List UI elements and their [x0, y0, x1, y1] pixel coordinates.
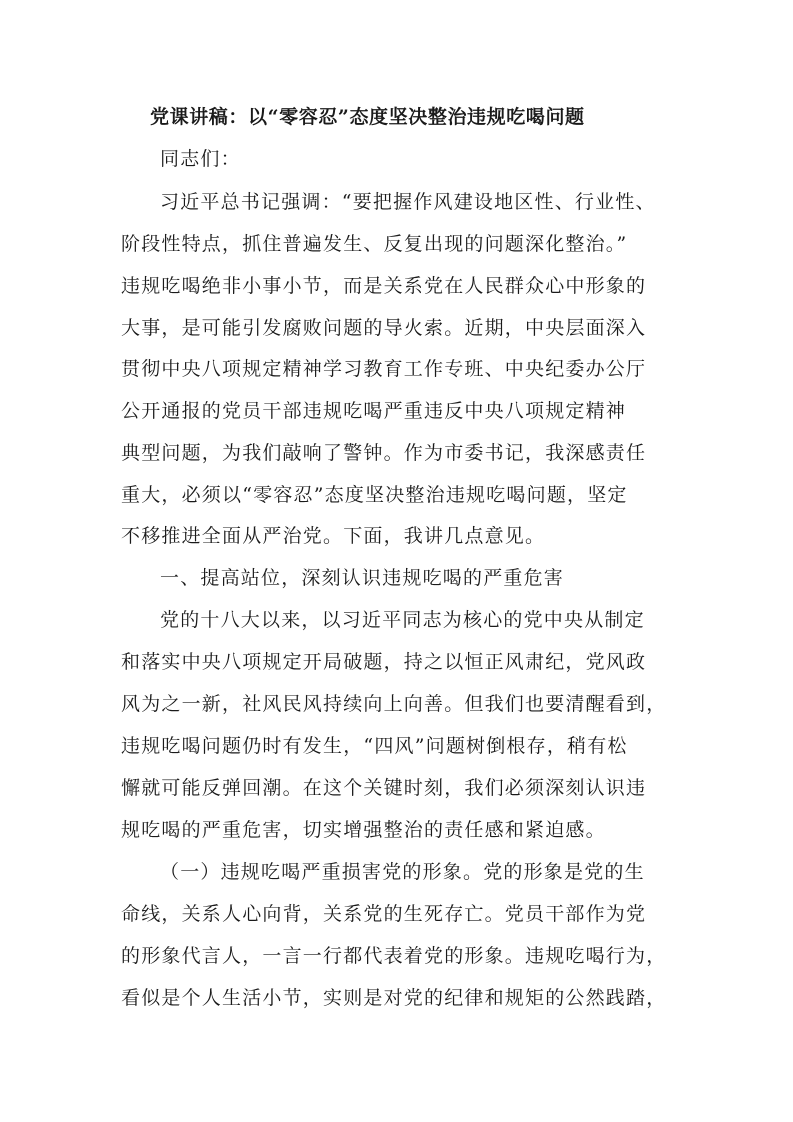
text-line: 典型问题，为我们敲响了警钟。作为市委书记，我深感责任 [121, 442, 647, 464]
text-line: 风为之一新，社风民风持续向上向善。但我们也要清醒看到， [121, 693, 667, 715]
text-line: 看似是个人生活小节，实则是对党的纪律和规矩的公然践踏， [121, 987, 667, 1009]
text-line: 懈就可能反弹回潮。在这个关键时刻，我们必须深刻认识违 [121, 777, 647, 799]
text-line: 和落实中央八项规定开局破题，持之以恒正风肃纪，党风政 [121, 651, 647, 673]
text-line: 阶段性特点，抓住普遍发生、反复出现的问题深化整治。” [121, 233, 628, 255]
text-line: 贯彻中央八项规定精神学习教育工作专班、中央纪委办公厅 [121, 358, 647, 380]
text-line: 规吃喝的严重危害，切实增强整治的责任感和紧迫感。 [121, 819, 606, 841]
text-line: 党的十八大以来，以习近平同志为核心的党中央从制定 [160, 609, 645, 631]
text-line: 不移推进全面从严治党。下面，我讲几点意见。 [121, 525, 546, 547]
text-line: 习近平总书记强调：“要把握作风建设地区性、行业性、 [160, 191, 656, 213]
section-heading: 一、提高站位，深刻认识违规吃喝的严重危害 [160, 567, 565, 589]
document-title: 党课讲稿：以“零容忍”态度坚决整治违规吃喝问题 [150, 106, 585, 128]
greeting: 同志们： [160, 148, 241, 170]
text-line: 重大，必须以“零容忍”态度坚决整治违规吃喝问题，坚定 [121, 484, 628, 506]
text-line: 公开通报的党员干部违规吃喝严重违反中央八项规定精神 [121, 400, 627, 422]
text-line: 的形象代言人，一言一行都代表着党的形象。违规吃喝行为， [121, 945, 667, 967]
text-line: 大事，是可能引发腐败问题的导火索。近期，中央层面深入 [121, 317, 647, 339]
text-line: 命线，关系人心向背，关系党的生死存亡。党员干部作为党 [121, 903, 647, 925]
text-line: 违规吃喝问题仍时有发生，“四风”问题树倒根存，稍有松 [121, 735, 628, 757]
text-line: 违规吃喝绝非小事小节，而是关系党在人民群众心中形象的 [121, 275, 647, 297]
subsection-paragraph: （一）违规吃喝严重损害党的形象。党的形象是党的生 [160, 861, 645, 883]
